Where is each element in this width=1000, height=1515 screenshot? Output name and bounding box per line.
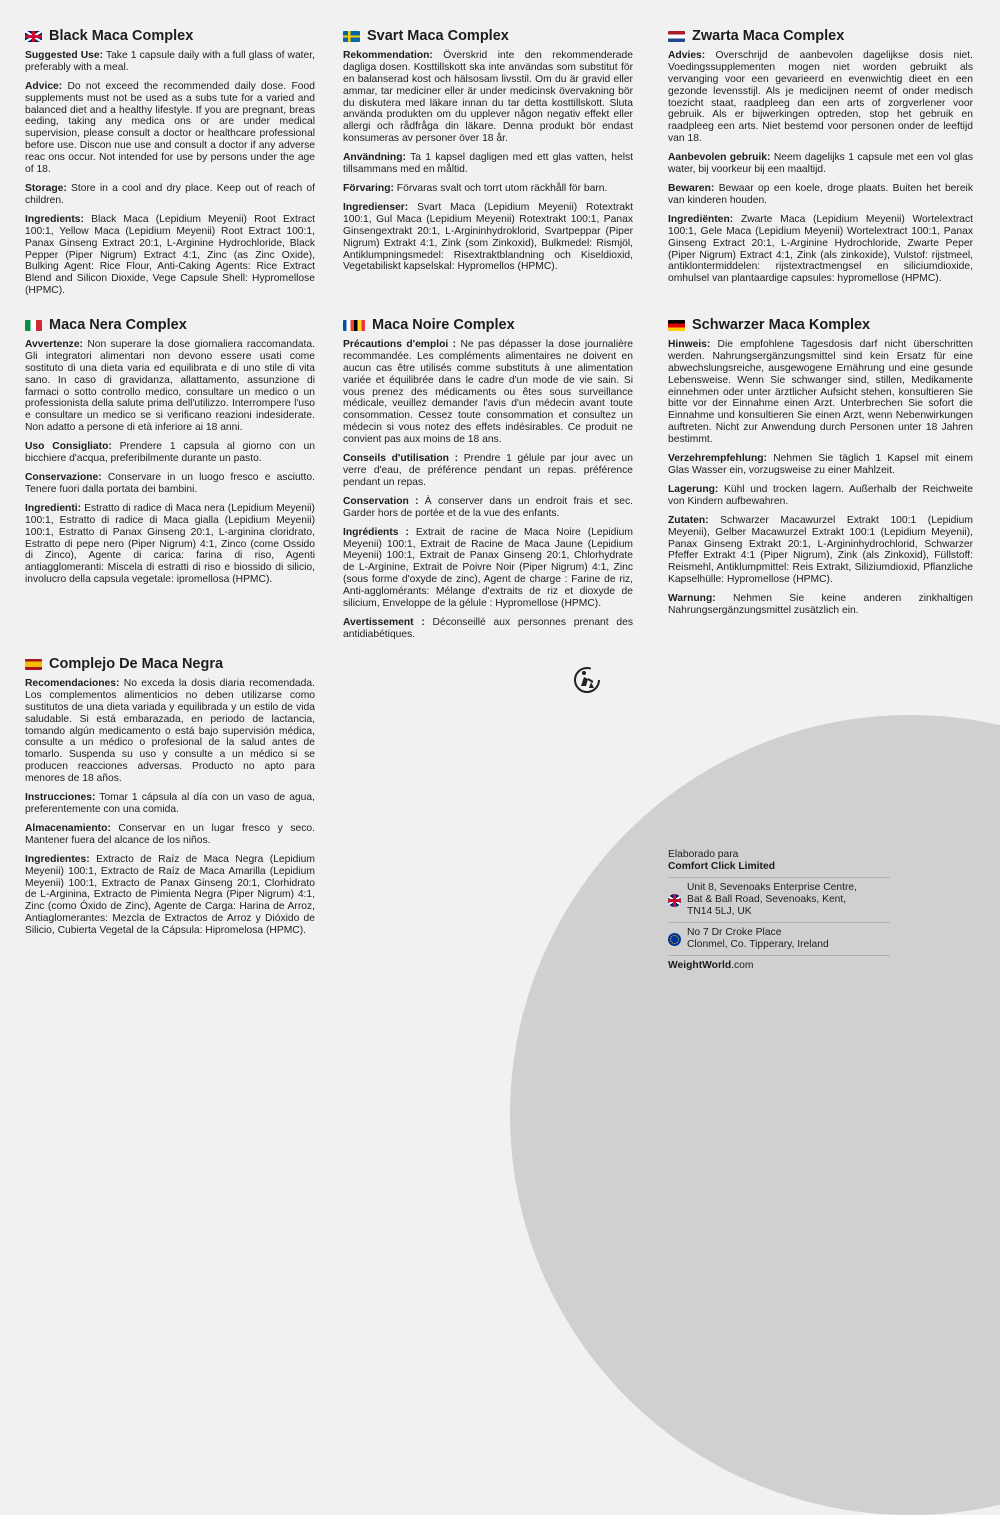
- divider: [668, 955, 890, 956]
- company-name: Comfort Click Limited: [668, 861, 775, 872]
- section-sv: [343, 28, 633, 280]
- background-circle: [510, 715, 1000, 1515]
- paragraph: Ingrediënten: Zwarte Maca (Lepidium Meyenii) Wortelextract 100:1, Gele Maca (Lepidium Meyenii) Wortelextract 100:1, Panax Ginseng Extract 20:1, L-Arginine Hydrochloride, Zwarte Peper (Piper Nigrum) Extract 4:1, Zink (als zinkoxide), Vulstof: rijstmeel, antiklontermiddelen: rijstextractmengsel en siliciumdioxide, omhulsel van plantaardige capsules: hypromellose (HPMC).: [668, 213, 973, 285]
- made-for-label: Elaborado para: [668, 849, 739, 860]
- paragraph: Användning: Ta 1 kapsel dagligen med ett glas vatten, helst tillsammans med en måltid.: [343, 152, 633, 176]
- paragraph: Almacenamiento: Conservar en un lugar fresco y seco. Mantener fuera del alcance de los niños.: [25, 822, 315, 846]
- section-title: Svart Maca Complex: [367, 28, 509, 44]
- manufacturer-info: [668, 849, 890, 972]
- section-nl: [668, 28, 973, 292]
- eu-flag-icon: [668, 933, 681, 946]
- eu-address: No 7 Dr Croke Place Clonmel, Co. Tipperary, Ireland: [668, 927, 890, 951]
- uk-address: Unit 8, Sevenoaks Enterprise Centre, Bat & Ball Road, Sevenoaks, Kent, TN14 5LJ, UK: [668, 882, 890, 918]
- paragraph: Hinweis: Die empfohlene Tagesdosis darf nicht überschritten werden. Nahrungsergänzungsmittel sind kein Ersatz für eine abwechslungsreiche, ausgewogene Ernährung und eine gesunde Lebensweise. Wenn Sie schwanger sind, stillen, Medikamente einnehmen oder unter ärztlicher Aufsicht stehen, konsultieren Sie bitte vor der Einnahme einen Arzt. Unterbrechen Sie sofort die Einnahme und konsultieren Sie einen Arzt, wenn Nebenwirkungen auftreten. Nicht zur Anwendung durch Personen unter 18 Jahren bestimmt.: [668, 338, 973, 446]
- paragraph: Conservation : À conserver dans un endroit frais et sec. Garder hors de portée et de la vue des enfants.: [343, 495, 633, 519]
- paragraph: Storage: Store in a cool and dry place. Keep out of reach of children.: [25, 182, 315, 206]
- section-de: [668, 317, 973, 624]
- paragraph: Instrucciones: Tomar 1 cápsula al día con un vaso de agua, preferentemente con una comida.: [25, 792, 315, 815]
- paragraph: Förvaring: Förvaras svalt och torrt utom räckhåll för barn.: [343, 182, 608, 194]
- section-title: Black Maca Complex: [49, 28, 194, 44]
- brand-website: WeightWorld.com: [668, 960, 754, 971]
- paragraph: Uso Consigliato: Prendere 1 capsula al giorno con un bicchiere d'acqua, preferibilmente durante un pasto.: [25, 441, 315, 465]
- section-fr: [343, 317, 634, 648]
- recycle-person-icon: [573, 666, 601, 694]
- uk-flag-icon: [25, 31, 42, 42]
- paragraph: Bewaren: Bewaar op een koele, droge plaats. Buiten het bereik van kinderen houden.: [668, 182, 973, 206]
- netherlands-flag-icon: [668, 31, 685, 42]
- paragraph: Précautions d'emploi : Ne pas dépasser la dose journalière recommandée. Les compléments alimentaires ne doivent en aucun cas être utilisés comme substituts à une alimentation variée et équilibrée dans le cadre d'un mode de vie sain. Si vous prenez des médicaments ou êtes sous surveillance médicale, veuillez demander l'avis d'un médecin avant toute consommation. Cessez toute consommation et consultez un médecin si vous notez des effets indésirables. Ce produit ne convient pas aux moins de 18 ans.: [343, 338, 633, 446]
- spain-flag-icon: [25, 659, 42, 670]
- paragraph: Zutaten: Schwarzer Macawurzel Extrakt 100:1 (Lepidium Meyenii), Gelber Macawurzel Extrakt 100:1 (Lepidium Meyenii), Panax Ginseng Extrakt 20:1, L-Argininhydrochlorid, Schwarzer Pfeffer Extrakt 4:1 (Piper Nigrum), Zink (als Zinkoxid), Füllstoff: Reismehl, Antiklumpmittel: Reis Extrakt, Siliziumdioxid, Pflanzliche Kapselhülle: Hypromellose (HPMC).: [668, 514, 973, 586]
- sweden-flag-icon: [343, 31, 360, 42]
- germany-flag-icon: [668, 320, 685, 331]
- paragraph: Avertissement : Déconseillé aux personnes prenant des antidiabétiques.: [343, 616, 634, 640]
- paragraph: Ingredients: Black Maca (Lepidium Meyenii) Root Extract 100:1, Yellow Maca (Lepidium Meyenii) Root Extract 100:1, Panax Ginseng Extract 20:1, L-Arginine Hydrochloride, Black Pepper (Piper Nigrum) Extract 4:1, Zinc (as Zinc Oxide), Bulking Agent: Rice Flour, Anti-Caking Agents: Rice Extract Blend and Silicon Dioxide, Vege Capsule Shell: Hypromellose (HPMC).: [25, 213, 315, 297]
- section-es: [25, 656, 315, 944]
- paragraph: Recomendaciones: No exceda la dosis diaria recomendada. Los complementos alimenticios no deben utilizarse como sustitutos de una dieta variada y equilibrada y un estilo de vida saludable. Si está embarazada, en periodo de lactancia, tomando algún medicamento o está bajo supervisión médica, consulte a un médico o profesional de la salud antes de tomarlo. Suspenda su uso y consulte a un médico si se producen reacciones adversas. Producto no apto para menores de 18 años.: [25, 677, 315, 785]
- paragraph: Ingredienser: Svart Maca (Lepidium Meyenii) Rotextrakt 100:1, Gul Maca (Lepidium Meyenii) Rotextrakt 100:1, Panax Ginsengextrakt 20:1, L-Argininhydroklorid, Svartpeppar (Piper Nigrum) Extrakt 4:1, Zink (som Zinkoxid), Bulkmedel: Rismjöl, Antiklumpningsmedel: Risextraktblandning och Kiseldioxid, Vegetabiliskt kapselskal: Hypromellos (HPMC).: [343, 201, 633, 273]
- section-title: Maca Noire Complex: [372, 317, 515, 333]
- paragraph: Ingredientes: Extracto de Raíz de Maca Negra (Lepidium Meyenii) 100:1, Extracto de Raíz de Maca Amarilla (Lepidium Meyenii) 100:1, Extracto de Panax Ginseng 20:1, Clorhidrato de L-Arginina, Extracto de Pimienta Negra (Piper Nigrum) 4:1, Zinc (como Óxido de Zinc), Agente de Carga: Harina de Arroz, Antiaglomerantes: Mezcla de Extractos de Arroz y Dióxido de Silicio, Cubierta Vegetal de la Cápsula: Hipromelosa (HPMC).: [25, 853, 315, 937]
- paragraph: Warnung: Nehmen Sie keine anderen zinkhaltigen Nahrungsergänzungsmittel zusätzlich ein.: [668, 593, 973, 617]
- paragraph: Advies: Overschrijd de aanbevolen dagelijkse dosis niet. Voedingssupplementen mogen niet worden gebruikt als vervanging voor een gevarieerd en evenwichtig dieet en een gezonde levensstijl. Als je medicijnen neemt of onder medisch toezicht staat, raadpleeg dan een arts of zorgverlener voor gebruik. Als er bijwerkingen optreden, stop het gebruik en raadpleeg een arts. Niet bestemd voor personen onder de leeftijd van 18.: [668, 49, 973, 145]
- section-title: Zwarta Maca Complex: [692, 28, 845, 44]
- section-it: [25, 317, 315, 593]
- divider: [668, 877, 890, 878]
- divider: [668, 922, 890, 923]
- italy-flag-icon: [25, 320, 42, 331]
- paragraph: Suggested Use: Take 1 capsule daily with a full glass of water, preferably with a meal.: [25, 49, 315, 73]
- section-title: Schwarzer Maca Komplex: [692, 317, 871, 333]
- section-title: Maca Nera Complex: [49, 317, 187, 333]
- uk-flag-icon: [668, 894, 681, 907]
- paragraph: Avvertenze: Non superare la dose giornaliera raccomandata. Gli integratori alimentari non devono essere usati come sostituto di una dieta varia ed equilibrata e di uno stile di vita sano. In caso di gravidanza, allattamento, assunzione di farmaci o sotto controllo medico, consultare un medico o un professionista della salute prima dell'utilizzo. Interrompere l'uso e consultare un medico se si verificano reazioni indesiderate. Non adatto a persone di età inferiore ai 18 anni.: [25, 338, 315, 434]
- paragraph: Ingredienti: Estratto di radice di Maca nera (Lepidium Meyenii) 100:1, Estratto di radice di Maca gialla (Lepidium Meyenii) 100:1, Estratto di Panax Ginseng 20:1, L-arginina cloridrato, Estratto di pepe nero (Piper Nigrum) 4:1, Zinco (come Ossido di Zinco), Agente di carica: farina di riso, Agenti antiagglomeranti: Miscela di estratti di riso e biossido di silicio, involucro della capsula vegetale: ipromellosa (HPMC).: [25, 502, 315, 586]
- section-title: Complejo De Maca Negra: [49, 656, 224, 672]
- paragraph: Conservazione: Conservare in un luogo fresco e asciutto. Tenere fuori dalla portata dei bambini.: [25, 471, 315, 495]
- section-en: [25, 28, 315, 304]
- paragraph: Lagerung: Kühl und trocken lagern. Außerhalb der Reichweite von Kindern aufbewahren.: [668, 483, 973, 507]
- france-belgium-flag-icon: [343, 320, 365, 331]
- paragraph: Rekommendation: Överskrid inte den rekommenderade dagliga dosen. Kosttillskott ska inte användas som substitut för en balanserad kost och hälsosam livsstil. Om du är gravid eller ammar, tar mediciner eller är under medicinsk övervakning bör du diskutera med läkare innan du tar detta kosttillskott. Sluta använda produkten om du upplever någon negativ effekt eller allergi och rådfråga din läkare. Denna produkt bör endast konsumeras av personer över 18 år.: [343, 49, 633, 145]
- paragraph: Verzehrempfehlung: Nehmen Sie täglich 1 Kapsel mit einem Glas Wasser ein, vorzugsweise zu einer Mahlzeit.: [668, 453, 973, 476]
- paragraph: Ingrédients : Extrait de racine de Maca Noire (Lepidium Meyenii) 100:1, Extrait de Racine de Maca Jaune (Lepidium Meyenii) 100:1, Extrait de Panax Ginseng 20:1, Chlorhydrate de L-Arginine, Extrait de Poivre Noir (Piper Nigrum) 4:1, Zinc (sous forme d'oxyde de zinc), Agent de charge : Farine de riz, Anti-agglomérants: Mélange d'extraits de riz et dioxyde de silicium, Enveloppe de la gélule : Hypromellose (HPMC).: [343, 526, 633, 610]
- paragraph: Advice: Do not exceed the recommended daily dose. Food supplements must not be used as a subs tute for a varied and balanced diet and a healthy lifestyle. If you are pregnant, breas eeding, taking any medica ons or are under medical supervision, please consult a doctor or healthcare professional before use. Discon nue use and consult a doctor if any adverse reac ons occur. Not intended for use by persons under the age of 18.: [25, 80, 315, 176]
- paragraph: Conseils d'utilisation : Prendre 1 gélule par jour avec un verre d'eau, de préférence pendant un repas. préférence pendant un repas.: [343, 453, 633, 488]
- paragraph: Aanbevolen gebruik: Neem dagelijks 1 capsule met een vol glas water, bij voorkeur bij een maaltijd.: [668, 152, 973, 176]
